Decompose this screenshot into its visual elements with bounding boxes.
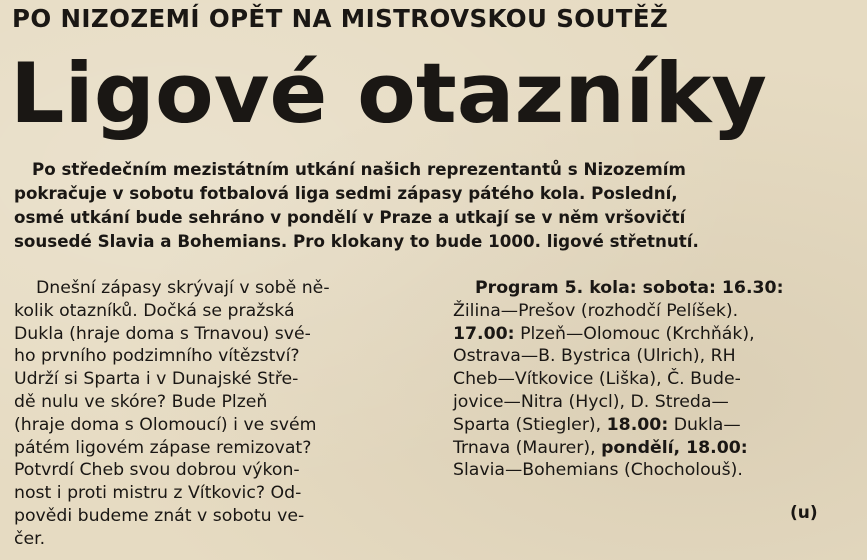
- program-line: [453, 459, 855, 482]
- program-time: pondělí, 18.00:: [601, 437, 748, 458]
- program-text: jovice—Nitra (Hycl), D. Streda—: [453, 391, 729, 412]
- body-line: Udrží si Sparta i v Dunajské Stře-: [14, 369, 299, 390]
- program-line: [453, 368, 855, 391]
- body-line: Dukla (hraje doma s Trnavou) své-: [14, 323, 311, 344]
- lead-paragraph: [14, 157, 862, 253]
- author-signature: (u): [790, 503, 818, 523]
- program-line: [453, 300, 855, 323]
- body-line: čer.: [14, 528, 46, 549]
- kicker-line: PO NIZOZEMÍ OPĚT NA MISTROVSKOU SOUTĚŽ: [12, 4, 669, 33]
- program-text: Dukla—: [668, 414, 741, 435]
- program-text: Slavia—Bohemians (Chocholouš).: [453, 460, 743, 481]
- program-time: 18.00:: [606, 414, 669, 435]
- lead-line: pokračuje v sobotu fotbalová liga sedmi zápasy pátého kola. Poslední,: [14, 183, 678, 203]
- program-text: Plzeň—Olomouc (Krchňák),: [514, 323, 755, 344]
- article-body-left-column: [14, 277, 429, 551]
- program-line: [453, 391, 855, 414]
- body-line: Potvrdí Cheb svou dobrou výkon-: [14, 460, 300, 481]
- program-text: Trnava (Maurer),: [453, 437, 602, 458]
- program-heading: Program 5. kola: sobota: 16.30:: [475, 278, 784, 298]
- body-line: dě nulu ve skóre? Bude Plzeň: [14, 391, 268, 412]
- program-text: Ostrava—B. Bystrica (Ulrich), RH: [453, 346, 736, 367]
- lead-line: sousedé Slavia a Bohemians. Pro klokany to bude 1000. ligové střetnutí.: [14, 231, 699, 251]
- headline: Ligové otazníky: [10, 45, 767, 142]
- body-line: povědi budeme znát v sobotu ve-: [14, 505, 305, 526]
- body-line: nost i proti mistru z Vítkovic? Od-: [14, 483, 302, 504]
- body-line: kolik otazníků. Dočká se pražská: [14, 300, 295, 321]
- program-line: [453, 437, 855, 460]
- lead-line: Po středečním mezistátním utkání našich reprezentantů s Nizozemím: [32, 159, 686, 179]
- body-line: pátém ligovém zápase remizovat?: [14, 437, 312, 458]
- lead-line: osmé utkání bude sehráno v pondělí v Praze a utkají se v něm vršovičtí: [14, 207, 686, 227]
- match-program-column: [453, 277, 855, 482]
- body-line: (hraje doma s Olomoucí) i ve svém: [14, 414, 317, 435]
- program-line: [453, 345, 855, 368]
- body-line: Dnešní zápasy skrývají v sobě ně-: [36, 278, 330, 298]
- program-text: Cheb—Vítkovice (Liška), Č. Bude-: [453, 369, 741, 390]
- program-line: [453, 414, 855, 437]
- program-text: Sparta (Stiegler),: [453, 414, 607, 435]
- body-line: ho prvního podzimního vítězství?: [14, 346, 300, 367]
- program-text: Žilina—Prešov (rozhodčí Pelíšek).: [453, 300, 739, 321]
- program-time: 17.00:: [453, 323, 515, 344]
- program-line: [453, 323, 855, 346]
